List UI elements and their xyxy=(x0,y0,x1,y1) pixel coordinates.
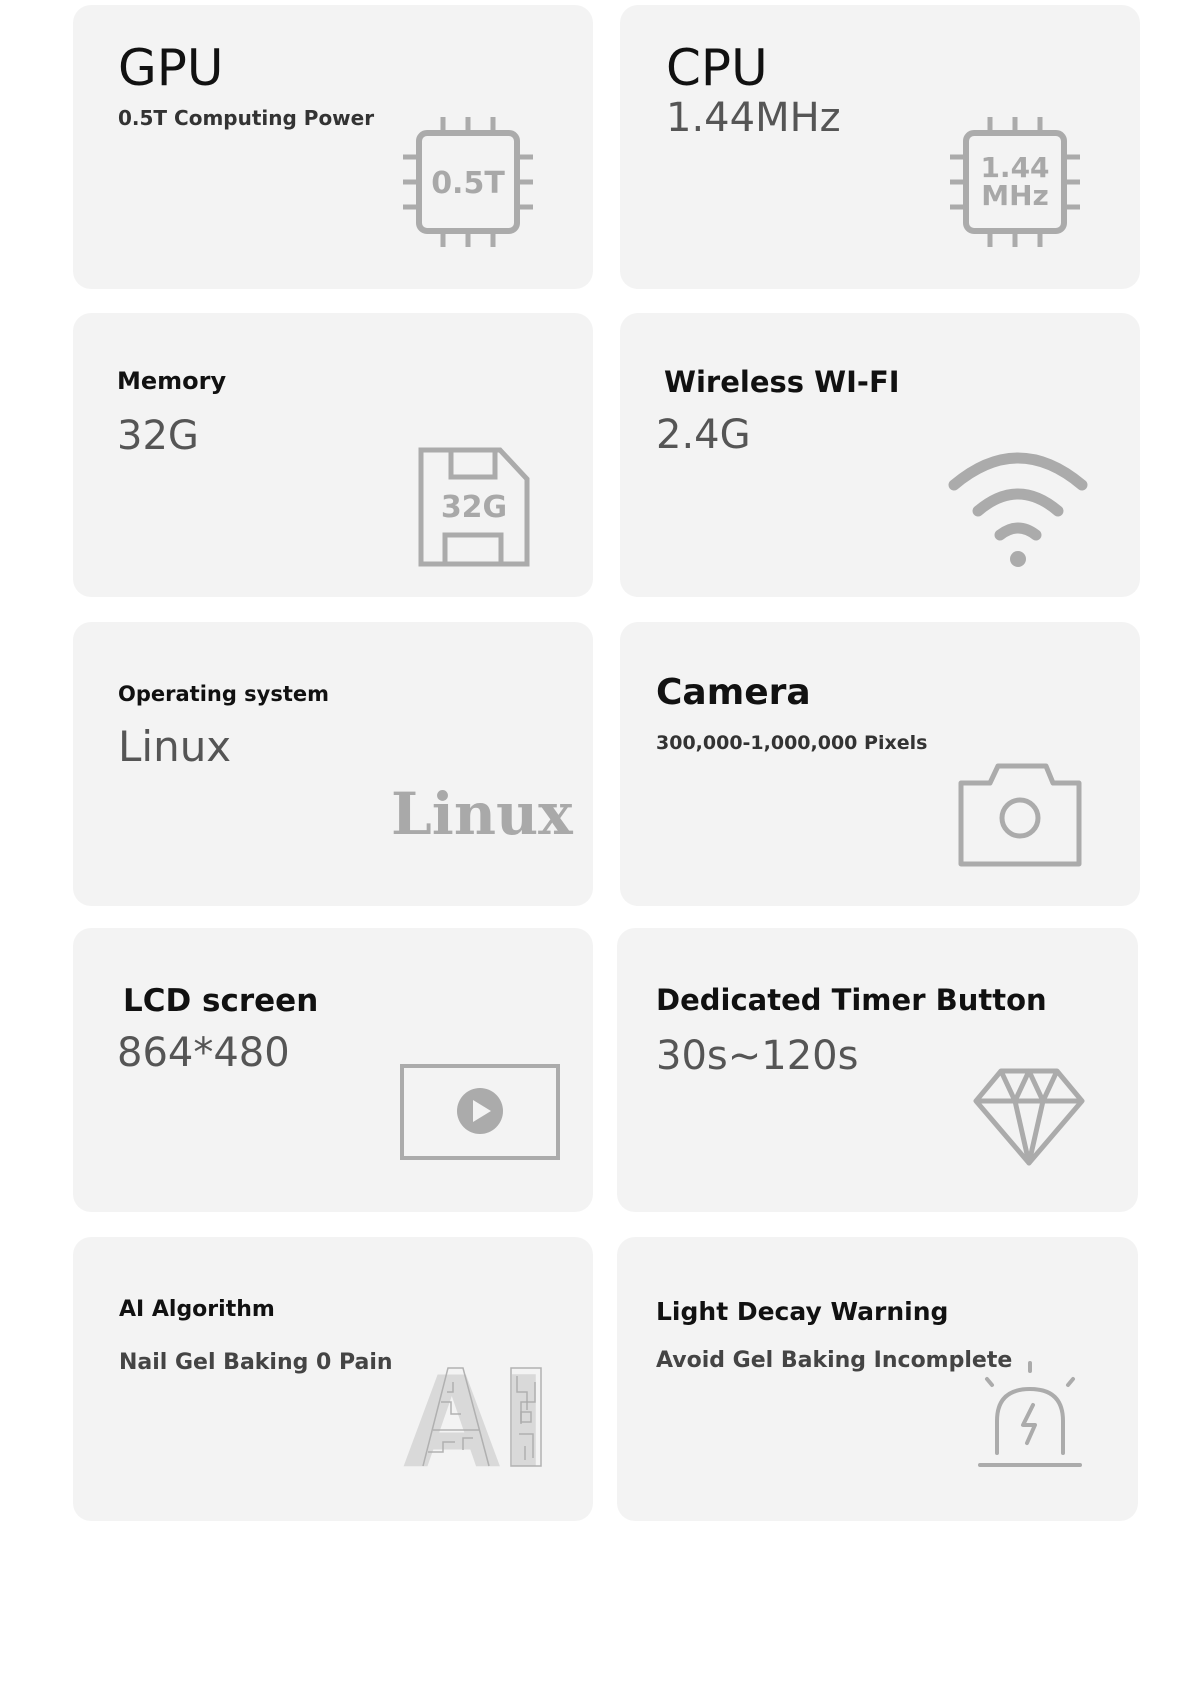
spec-card-wifi xyxy=(620,313,1140,597)
card-subtitle: 300,000-1,000,000 Pixels xyxy=(656,732,928,754)
card-title: GPU xyxy=(118,39,224,97)
chip-label-line2: MHz xyxy=(981,179,1049,212)
spec-card-memory xyxy=(73,313,593,597)
card-subtitle: Avoid Gel Baking Incomplete xyxy=(656,1348,1013,1373)
spec-card-timer-button xyxy=(617,928,1138,1212)
floppy-label: 32G xyxy=(440,490,508,525)
card-subtitle: 30s~120s xyxy=(656,1033,859,1079)
wifi-icon xyxy=(948,449,1088,569)
card-subtitle: 0.5T Computing Power xyxy=(118,106,375,130)
card-subtitle: 864*480 xyxy=(117,1030,290,1076)
card-subtitle: 32G xyxy=(117,413,199,459)
card-title: Dedicated Timer Button xyxy=(656,983,1047,1017)
card-subtitle: Nail Gel Baking 0 Pain xyxy=(119,1350,393,1375)
ai-letters: AI xyxy=(403,1349,548,1496)
card-subtitle: 1.44MHz xyxy=(666,95,841,141)
card-title: CPU xyxy=(666,39,768,97)
card-title: Wireless WI-FI xyxy=(664,365,900,399)
card-subtitle: Linux xyxy=(118,722,232,771)
camera-icon xyxy=(958,763,1082,867)
spec-card-light-decay xyxy=(617,1237,1138,1521)
card-title: Light Decay Warning xyxy=(656,1297,949,1326)
spec-card-lcd-screen xyxy=(73,928,593,1212)
spec-card-gpu xyxy=(73,5,593,289)
card-title: Camera xyxy=(656,672,811,713)
linux-logo xyxy=(391,780,573,848)
alarm-light-icon xyxy=(977,1359,1083,1469)
spec-card-ai-algorithm xyxy=(73,1237,593,1521)
linux-logo-text: Linux xyxy=(391,780,573,848)
card-subtitle: 2.4G xyxy=(656,412,751,458)
screen-play-icon xyxy=(400,1064,560,1160)
card-title: LCD screen xyxy=(123,983,319,1019)
card-title: AI Algorithm xyxy=(119,1297,275,1322)
spec-card-camera xyxy=(620,622,1140,906)
floppy-disk-icon xyxy=(418,447,530,567)
chip-icon xyxy=(950,117,1080,247)
chip-icon xyxy=(403,117,533,247)
chip-label-line1: 1.44 xyxy=(980,151,1050,184)
card-title: Memory xyxy=(117,367,227,395)
diamond-icon xyxy=(973,1068,1085,1166)
ai-circuit-icon xyxy=(403,1349,553,1496)
spec-card-cpu xyxy=(620,5,1140,289)
card-title: Operating system xyxy=(118,682,330,706)
spec-card-operating-system xyxy=(73,622,593,906)
chip-label: 0.5T xyxy=(431,166,505,201)
